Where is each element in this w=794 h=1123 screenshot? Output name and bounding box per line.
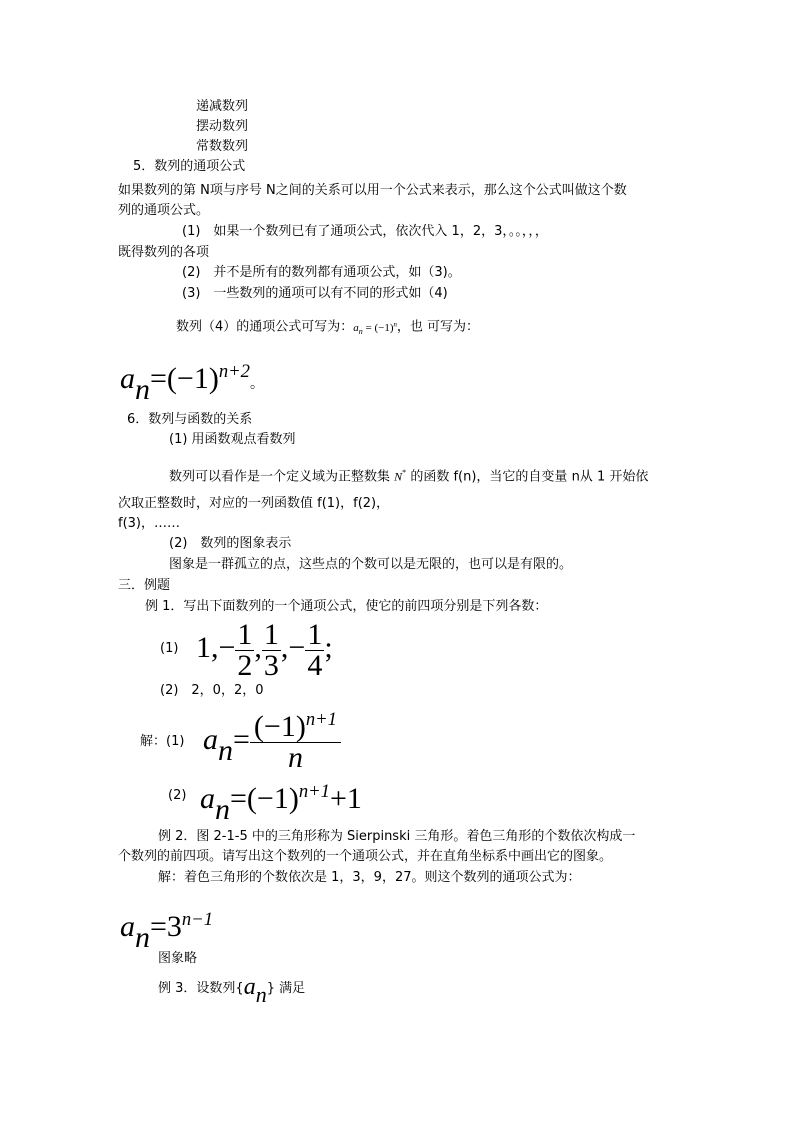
example-2-line: 例 2．图 2-1-5 中的三角形称为 Sierpinski 三角形。着色三角形的个数依次构成一 — [158, 829, 636, 844]
text-oscillating-sequence: 摆动数列 — [196, 119, 249, 134]
paragraph-line: f(3)，…… — [118, 516, 180, 531]
example-2-solution: 解：着色三角形的个数依次是 1，3，9，27。则这个数列的通项公式为： — [158, 870, 581, 885]
formula-an-3-n-minus-1: $an=3^{n-1}$ — [120, 909, 214, 954]
paragraph-line: 列的通项公式。 — [118, 203, 210, 218]
section-6-title: 6．数列与函数的关系 — [127, 412, 253, 427]
solution-formula-2: $an=(-1)^{n+1}+1$ — [200, 781, 362, 826]
section-5-title: 5．数列的通项公式 — [133, 159, 246, 174]
item-label: (2) — [168, 788, 187, 803]
paragraph-line: 既得数列的各项 — [118, 245, 210, 260]
solution-formula-1: an= $\frac{(-1)^{n+1}}{n}$ — [203, 700, 341, 780]
subheading: (2) 数列的图象表示 — [169, 536, 292, 551]
paragraph-line: 图象是一群孤立的点，这些点的个数可以是无限的，也可以是有限的。 — [169, 557, 573, 572]
paragraph-line: 次取正整数时，对应的一列函数值 f(1)，f(2)， — [118, 496, 390, 511]
example-3: 例 3．设数列{an} 满足 — [158, 974, 306, 1007]
subheading: (1) 用函数观点看数列 — [169, 432, 296, 447]
numbered-item-1: (1) 如果一个数列已有了通项公式，依次代入 1，2，3，。。，，， — [182, 224, 548, 239]
formula-an-neg1-n-plus-2: $an=(-1)^{n+2}$。 — [120, 361, 264, 406]
text-decreasing-sequence: 递减数列 — [196, 99, 249, 114]
section-title: 三．例题 — [118, 578, 171, 593]
item-label: (2) 2，0，2，0 — [160, 683, 264, 698]
formula-line — [176, 316, 479, 338]
solution-label: 解：(1) — [140, 734, 185, 749]
formula-outro: ，也 可写为： — [396, 319, 480, 335]
example-1: 例 1．写出下面数列的一个通项公式，使它的前四项分别是下列各数： — [145, 599, 548, 614]
formula-intro: 数列（4）的通项公式可写为： — [176, 319, 354, 335]
example-2-line: 个数列的前四项。请写出这个数列的一个通项公式，并在直角坐标系中画出它的图象。 — [118, 849, 613, 864]
paragraph-line: 数列可以看作是一个定义域为正整数集 N* 的函数 f(n)，当它的自变量 n从 1 开始依 — [169, 468, 649, 485]
paragraph-line: 如果数列的第 N项与序号 N之间的关系可以用一个公式来表示，那么这个公式叫做这个数 — [118, 183, 627, 198]
item-label: (1) — [160, 641, 179, 656]
sequence-formula: 1,− $\frac{1}{2}$ , $\frac{1}{3}$ ,− $\frac{1}{4}$ ; — [196, 617, 333, 682]
small-formula: $a_n = (-1)^n$ — [353, 321, 397, 336]
image-omitted-note: 图象略 — [158, 951, 198, 966]
numbered-item-2: (2) 并不是所有的数列都有通项公式，如（3)。 — [182, 265, 461, 280]
text-constant-sequence: 常数数列 — [196, 139, 249, 154]
numbered-item-3: (3) 一些数列的通项可以有不同的形式如（4) — [182, 286, 448, 301]
